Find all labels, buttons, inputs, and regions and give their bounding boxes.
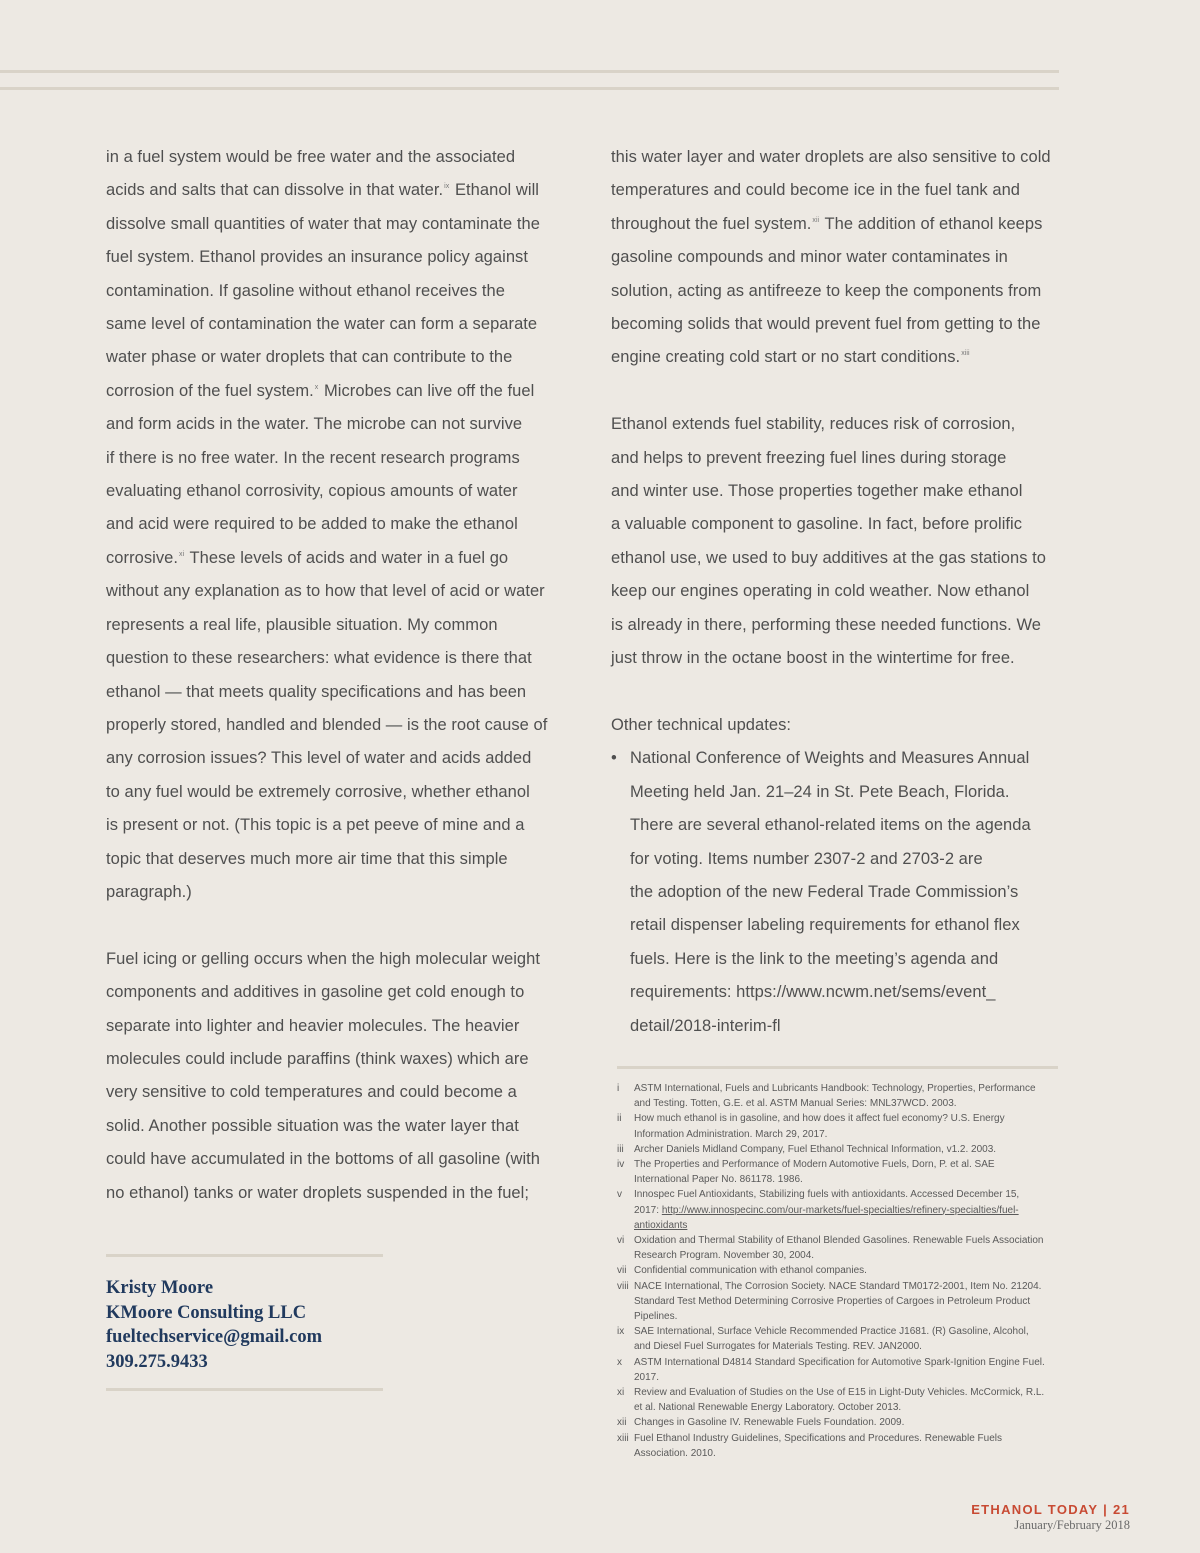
page-folio [971, 1502, 1130, 1533]
footnote-number: viii [617, 1280, 629, 1292]
footnote-item [617, 1385, 1047, 1415]
issue-date: January/February 2018 [1014, 1518, 1130, 1532]
footnotes-rule [617, 1066, 1058, 1069]
author-company: KMoore Consulting LLC [106, 1302, 307, 1323]
author-signature [106, 1276, 322, 1374]
footnote-item [617, 1157, 1047, 1187]
author-name: Kristy Moore [106, 1278, 214, 1298]
footnote-ref[interactable]: xi [179, 550, 185, 558]
footnote-ref[interactable]: xii [812, 216, 820, 224]
footnotes-list [617, 1081, 1047, 1461]
footnote-item [617, 1081, 1047, 1111]
footnote-text: The Properties and Performance of Modern Automotive Fuels, Dorn, P. et al. SAE International Paper No. 861178. 1986. [634, 1159, 995, 1186]
footnote-number: ii [617, 1113, 622, 1125]
footnote-number: xii [617, 1417, 627, 1429]
footnote-number: i [617, 1083, 620, 1094]
footnote-item [617, 1355, 1047, 1385]
left-column [106, 141, 564, 1210]
footnote-number: x [617, 1356, 622, 1368]
footnote-text: NACE International, The Corrosion Society. NACE Standard TM0172-2001, Item No. 21204. Standard Test Method Determining Corrosive Properties of Cargoes in Petroleum Product Pipelines. [634, 1280, 1042, 1323]
footnote-item [617, 1324, 1047, 1354]
footnote-item [617, 1431, 1047, 1461]
footnote-text: Archer Daniels Midland Company, Fuel Ethanol Technical Information, v1.2. 2003. [634, 1143, 997, 1155]
footnote-link[interactable]: http://www.innospecinc.com/our-markets/fuel-specialties/refinery-specialties/fuel-antioxidants [634, 1204, 1019, 1231]
footnote-number: vi [617, 1235, 625, 1247]
footnote-text: Confidential communication with ethanol companies. [634, 1265, 867, 1277]
publication-name: ETHANOL TODAY [971, 1502, 1099, 1517]
footnote-number: iii [617, 1143, 624, 1155]
header-rule-top [0, 70, 1059, 73]
footnote-text: Innospec Fuel Antioxidants, Stabilizing fuels with antioxidants. Accessed December 15, 2017: [634, 1189, 1020, 1216]
footnote-text: How much ethanol is in gasoline, and how does it affect fuel economy? U.S. Energy Information Administration. March 29, 2017. [634, 1113, 1005, 1140]
page-number: 21 [1112, 1502, 1130, 1517]
footnote-number: ix [617, 1326, 625, 1338]
footnote-item [617, 1279, 1047, 1325]
footnote-ref[interactable]: xiii [961, 350, 970, 358]
footnote-item [617, 1111, 1047, 1141]
body-paragraph: this water layer and water droplets are also sensitive to cold temperatures and could become ice in the fuel tank and throughout the fuel system.$^{xii}$ The addition of ethanol keeps gasoline compounds and minor water contaminates in solution, acting as antifreeze to keep the components from becoming solids that would prevent fuel from getting to the engine creating cold start or no start conditions.$^{xiii}$ [611, 148, 1051, 367]
signature-rule-bottom [106, 1388, 383, 1391]
footnote-text: ASTM International D4814 Standard Specification for Automotive Spark-Ignition Engine Fuel. 2017. [634, 1356, 1045, 1383]
footnote-text: Fuel Ethanol Industry Guidelines, Specifications and Procedures. Renewable Fuels Association. 2010. [634, 1432, 1002, 1459]
bullet-icon: • [611, 749, 617, 768]
body-paragraph: in a fuel system would be free water and the associated acids and salts that can dissolve in that water.$^{ix}$ Ethanol will dissolve small quantities of water that may contaminate the fuel system. Ethanol provides an insurance policy against contamination. If gasoline without ethanol receives the same level of contamination the water can form a separate water phase or water droplets that can contribute to the corrosion of the fuel system.$^x$ Microbes can live off the fuel and form acids in the water. The microbe can not survive if there is no free water. In the recent research programs evaluating ethanol corrosivity, copious amounts of water and acid were required to be added to make the ethanol corrosive.$^{xi}$ These levels of acids and water in a fuel go without any explanation as to how that level of acid or water represents a real life, plausible situation. My common question to these researchers: what evidence is there that ethanol — that meets quality specifications and has been properly stored, handled and blended — is the root cause of any corrosion issues? This level of water and acids added to any fuel would be extremely corrosive, whether ethanol is present or not. (This topic is a pet peeve of mine and a topic that deserves much more air time that this simple paragraph.) [106, 148, 548, 901]
footnote-number: xi [617, 1387, 625, 1399]
footnote-item [617, 1142, 1047, 1157]
body-paragraph: Fuel icing or gelling occurs when the high molecular weight components and additives in gasoline get cold enough to separate into lighter and heavier molecules. The heavier molecules could include paraffins (think waxes) which are very sensitive to cold temperatures and could become a solid. Another possible situation was the water layer that could have accumulated in the bottoms of all gasoline (with no ethanol) tanks or water droplets suspended in the fuel; [106, 949, 541, 1202]
footnote-text: ASTM International, Fuels and Lubricants Handbook: Technology, Properties, Performance and Testing. Totten, G.E. et al. ASTM Manual Series: MNL37WCD. 2003. [634, 1083, 1036, 1110]
body-paragraph: Ethanol extends fuel stability, reduces risk of corrosion, and helps to prevent freezing fuel lines during storage and winter use. Those properties together make ethanol a valuable component to gasoline. In fact, before prolific ethanol use, we used to buy additives at the gas stations to keep our engines operating in cold weather. Now ethanol is already in there, performing these needed functions. We just throw in the octane boost in the wintertime for free. [611, 415, 1047, 668]
footnote-number: iv [617, 1159, 625, 1171]
footnote-number: v [617, 1189, 622, 1201]
bullet-text[interactable]: National Conference of Weights and Measures Annual Meeting held Jan. 21–24 in St. Pete Beach, Florida. There are several ethanol-related items on the agenda for voting. Items number 2307-2 and 2703-2 are the adoption of the new Federal Trade Commission’s retail dispenser labeling requirements for ethanol flex fuels. Here is the link to the meeting’s agenda and requirements: https://www.ncwm.net/sems/event_ detail/2018-interim-fl [630, 749, 1031, 1035]
updates-heading: Other technical updates: [611, 715, 792, 734]
header-rule-bottom [0, 87, 1059, 90]
right-column [611, 141, 1061, 1043]
footnote-text: SAE International, Surface Vehicle Recommended Practice J1681. (R) Gasoline, Alcohol, and Diesel Fuel Surrogates for Materials Testing. REV. JAN2000. [634, 1326, 1029, 1353]
footnote-item [617, 1187, 1047, 1233]
footnote-text: Changes in Gasoline IV. Renewable Fuels Foundation. 2009. [634, 1417, 905, 1429]
author-phone: 309.275.9433 [106, 1351, 208, 1372]
signature-rule-top [106, 1254, 383, 1257]
footnote-item [617, 1415, 1047, 1430]
folio-separator: | [1103, 1502, 1109, 1517]
footnote-item [617, 1263, 1047, 1278]
list-item [611, 742, 1061, 1043]
footnote-ref[interactable]: x [314, 383, 319, 391]
footnote-text: Oxidation and Thermal Stability of Ethanol Blended Gasolines. Renewable Fuels Association Research Program. November 30, 2004. [634, 1235, 1044, 1262]
footnote-number: vii [617, 1265, 627, 1277]
footnote-number: xiii [617, 1432, 629, 1444]
footnote-text: Review and Evaluation of Studies on the Use of E15 in Light-Duty Vehicles. McCormick, R.L. et al. National Renewable Energy Laboratory. October 2013. [634, 1387, 1045, 1414]
footnote-ref[interactable]: ix [444, 183, 450, 191]
footnote-item [617, 1233, 1047, 1263]
author-email[interactable]: fueltechservice@gmail.com [106, 1327, 323, 1347]
